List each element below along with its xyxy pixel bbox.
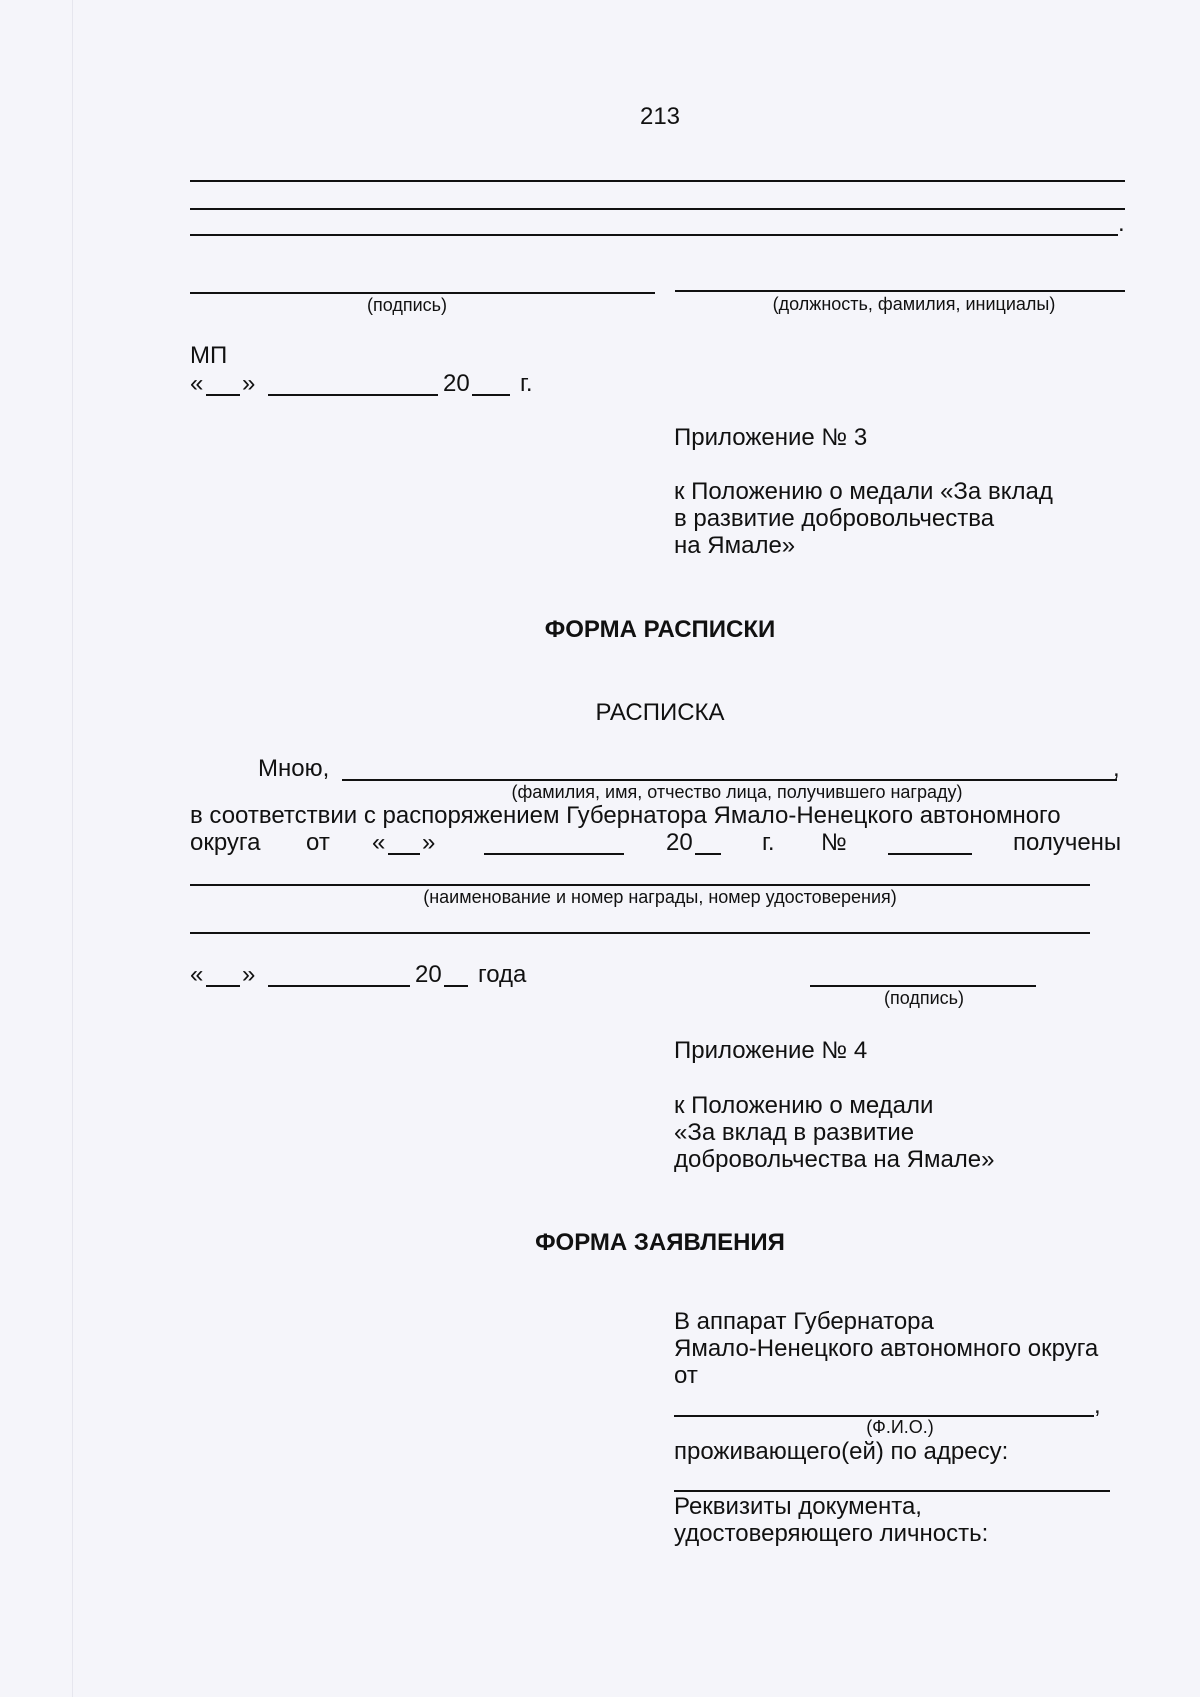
order-quote-open: «: [372, 829, 386, 856]
end-dot: .: [1118, 210, 1125, 237]
order-month-blank: [484, 853, 624, 855]
award-line-2: [190, 932, 1090, 934]
order-number-sign: №: [821, 829, 847, 856]
receipt-order-row: [190, 829, 1125, 857]
date-quote-open: «: [190, 370, 204, 397]
order-year-blank: [695, 853, 721, 855]
okruga-word: округа: [190, 829, 261, 856]
appendix4-title: Приложение № 4: [674, 1037, 868, 1064]
award-caption: (наименование и номер награды, номер удостоверения): [423, 887, 897, 907]
order-quote-close: »: [422, 829, 436, 856]
document-details-line2: удостоверяющего личность:: [674, 1520, 989, 1547]
receipt-signature-line: [810, 985, 1036, 987]
from-word: от: [306, 829, 330, 856]
receipt-signature-caption: (подпись): [883, 988, 965, 1008]
appendix3-line2: в развитие добровольчества: [674, 505, 995, 532]
appendix4-line2: «За вклад в развитие: [674, 1119, 915, 1146]
order-day-blank: [388, 853, 420, 855]
receipt-date-quote-open: «: [190, 961, 204, 988]
receipt-subheading: РАСПИСКА: [595, 699, 725, 726]
fio-caption: (Ф.И.О.): [866, 1417, 934, 1437]
received-word: получены: [1013, 829, 1122, 856]
signature-caption: (подпись): [366, 295, 448, 315]
address-line: [674, 1490, 1110, 1492]
page-number: 213: [639, 103, 681, 130]
order-number-blank: [888, 853, 972, 855]
recipient-name-line: [342, 779, 1117, 781]
signature-line: [190, 292, 655, 294]
fio-line-comma: ,: [1094, 1392, 1101, 1419]
receipt-date-year-prefix: 20: [415, 961, 442, 988]
appendix4-line1: к Положению о медали: [674, 1092, 934, 1119]
application-to-line1: В аппарат Губернатора: [674, 1308, 934, 1335]
position-line: [675, 290, 1125, 292]
date-suffix: г.: [520, 370, 533, 397]
order-year-prefix: 20: [666, 829, 693, 856]
date-quote-close: »: [242, 370, 256, 397]
appendix3-line1: к Положению о медали «За вклад: [674, 478, 1053, 505]
date-year-blank: [472, 394, 510, 396]
date-month-blank: [268, 394, 438, 396]
blank-line-3: [190, 234, 1118, 236]
document-details-line1: Реквизиты документа,: [674, 1493, 922, 1520]
application-to-line2: Ямало-Ненецкого автономного округа: [674, 1335, 1099, 1362]
receipt-date-year-blank: [444, 985, 468, 987]
date-day-blank: [206, 394, 240, 396]
position-caption: (должность, фамилия, инициалы): [772, 294, 1056, 314]
blank-line-1: [190, 180, 1125, 182]
appendix3-title: Приложение № 3: [674, 424, 868, 451]
date-year-prefix: 20: [443, 370, 470, 397]
by-me-label: Мною,: [258, 755, 330, 782]
receipt-date-day-blank: [206, 985, 240, 987]
appendix3-line3: на Ямале»: [674, 532, 796, 559]
appendix4-line3: добровольчества на Ямале»: [674, 1146, 995, 1173]
receipt-accordance-line: в соответствии с распоряжением Губернатора Ямало-Ненецкого автономного: [190, 802, 1061, 829]
order-g: г.: [762, 829, 775, 856]
receipt-date-quote-close: »: [242, 961, 256, 988]
stamp-mark: МП: [190, 342, 228, 369]
receipt-date-year-word: года: [478, 961, 527, 988]
blank-line-2: [190, 208, 1125, 210]
receipt-form-heading: ФОРМА РАСПИСКИ: [544, 616, 776, 643]
application-form-heading: ФОРМА ЗАЯВЛЕНИЯ: [535, 1229, 785, 1256]
receipt-date-month-blank: [268, 985, 410, 987]
page-fold-shadow: [72, 0, 73, 1697]
application-from: от: [674, 1362, 698, 1389]
residing-label: проживающего(ей) по адресу:: [674, 1438, 1009, 1465]
name-line-comma: ,: [1113, 755, 1120, 782]
recipient-name-caption: (фамилия, имя, отчество лица, получившего награду): [511, 782, 963, 802]
award-line: [190, 884, 1090, 886]
